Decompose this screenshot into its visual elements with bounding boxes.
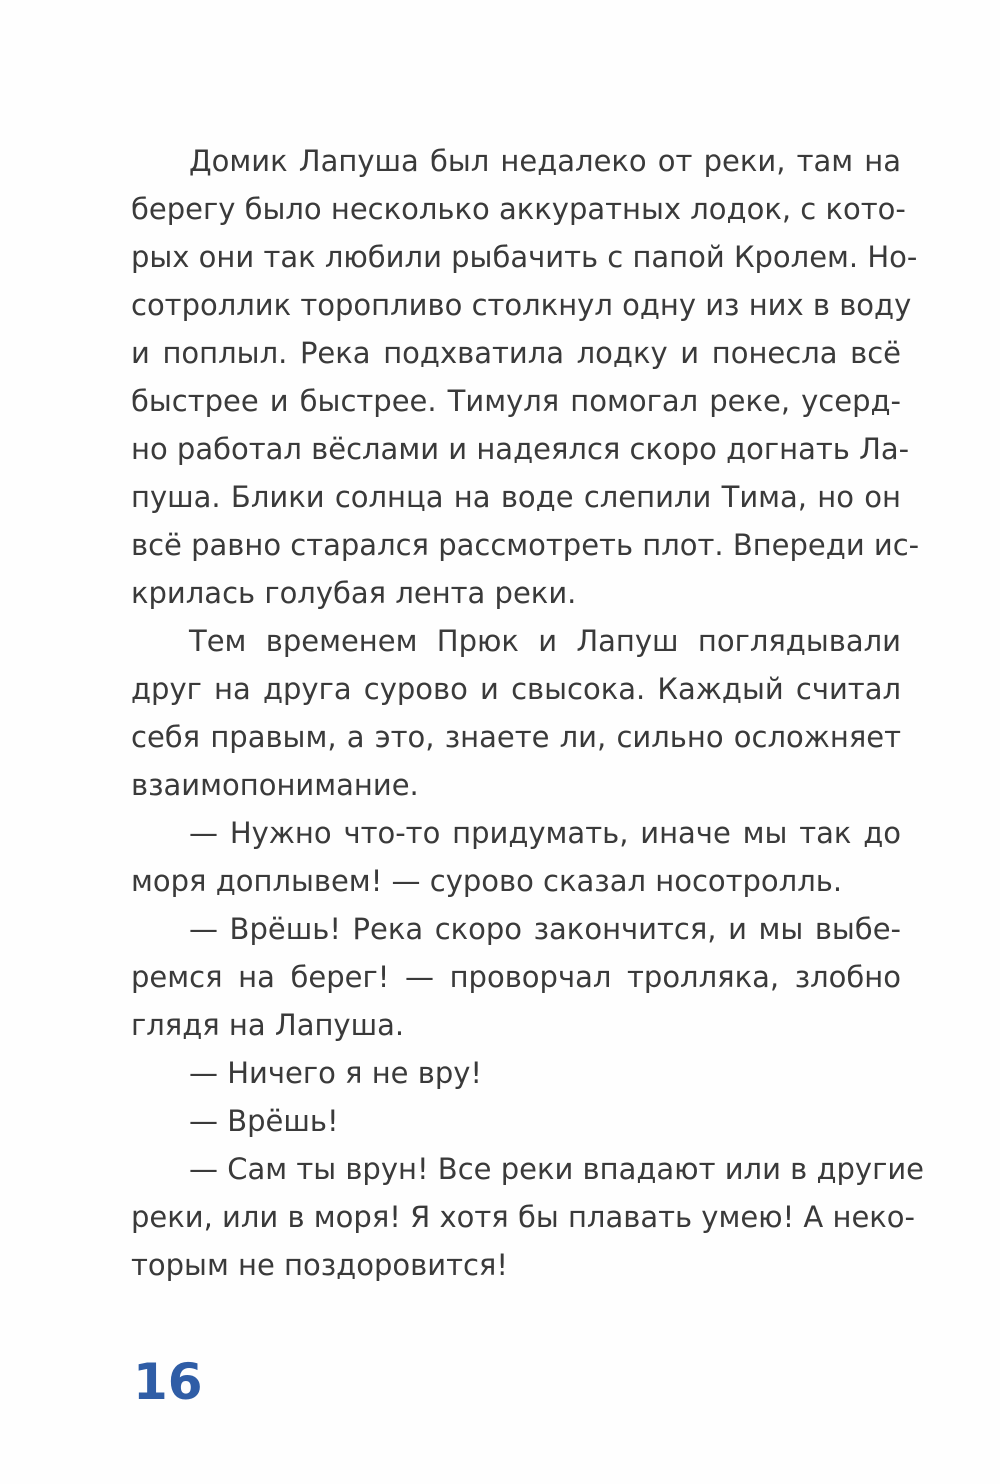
page-number: 16 bbox=[133, 1353, 203, 1411]
text-line: торым не поздоровится! bbox=[131, 1248, 508, 1282]
text-line: — Ничего я не вру! bbox=[189, 1056, 483, 1090]
text-line: пуша. Блики солнца на воде слепили Тима, но он bbox=[131, 480, 901, 514]
text-line: — Врёшь! bbox=[189, 1104, 339, 1138]
text-line: рых они так любили рыбачить с папой Кролем. Но- bbox=[131, 240, 918, 274]
dialogue-paragraph bbox=[131, 905, 901, 1049]
text-line: сотроллик торопливо столкнул одну из них в воду bbox=[131, 288, 912, 322]
text-line: Тем временем Прюк и Лапуш поглядывали bbox=[189, 624, 901, 658]
text-line: себя правым, а это, знаете ли, сильно осложняет bbox=[131, 720, 901, 754]
text-line: быстрее и быстрее. Тимуля помогал реке, усерд- bbox=[131, 384, 901, 418]
text-line: моря доплывем! — сурово сказал носотролль. bbox=[131, 864, 843, 898]
text-line: и поплыл. Река подхватила лодку и понесла всё bbox=[131, 336, 901, 370]
text-line: глядя на Лапуша. bbox=[131, 1008, 405, 1042]
text-line: всё равно старался рассмотреть плот. Впереди ис- bbox=[131, 528, 920, 562]
dialogue-paragraph bbox=[131, 1097, 901, 1145]
text-line: но работал вёслами и надеялся скоро догнать Ла- bbox=[131, 432, 910, 466]
text-line: друг на друга сурово и свысока. Каждый считал bbox=[131, 672, 901, 706]
dialogue-paragraph bbox=[131, 809, 901, 905]
text-line: — Врёшь! Река скоро закончится, и мы выбе- bbox=[189, 912, 901, 946]
page-text bbox=[131, 137, 925, 1289]
text-line: ремся на берег! — проворчал тролляка, злобно bbox=[131, 960, 901, 994]
paragraph bbox=[131, 617, 901, 809]
text-line: крилась голубая лента реки. bbox=[131, 576, 577, 610]
text-line: реки, или в моря! Я хотя бы плавать умею! А неко- bbox=[131, 1200, 916, 1234]
text-line: — Сам ты врун! Все реки впадают или в другие bbox=[189, 1152, 925, 1186]
paragraph bbox=[131, 137, 920, 617]
dialogue-paragraph bbox=[131, 1145, 925, 1289]
text-line: берегу было несколько аккуратных лодок, с кото- bbox=[131, 192, 906, 226]
text-line: взаимопонимание. bbox=[131, 768, 419, 802]
text-line: — Нужно что-то придумать, иначе мы так до bbox=[189, 816, 901, 850]
text-line: Домик Лапуша был недалеко от реки, там на bbox=[189, 144, 901, 178]
dialogue-paragraph bbox=[131, 1049, 901, 1097]
